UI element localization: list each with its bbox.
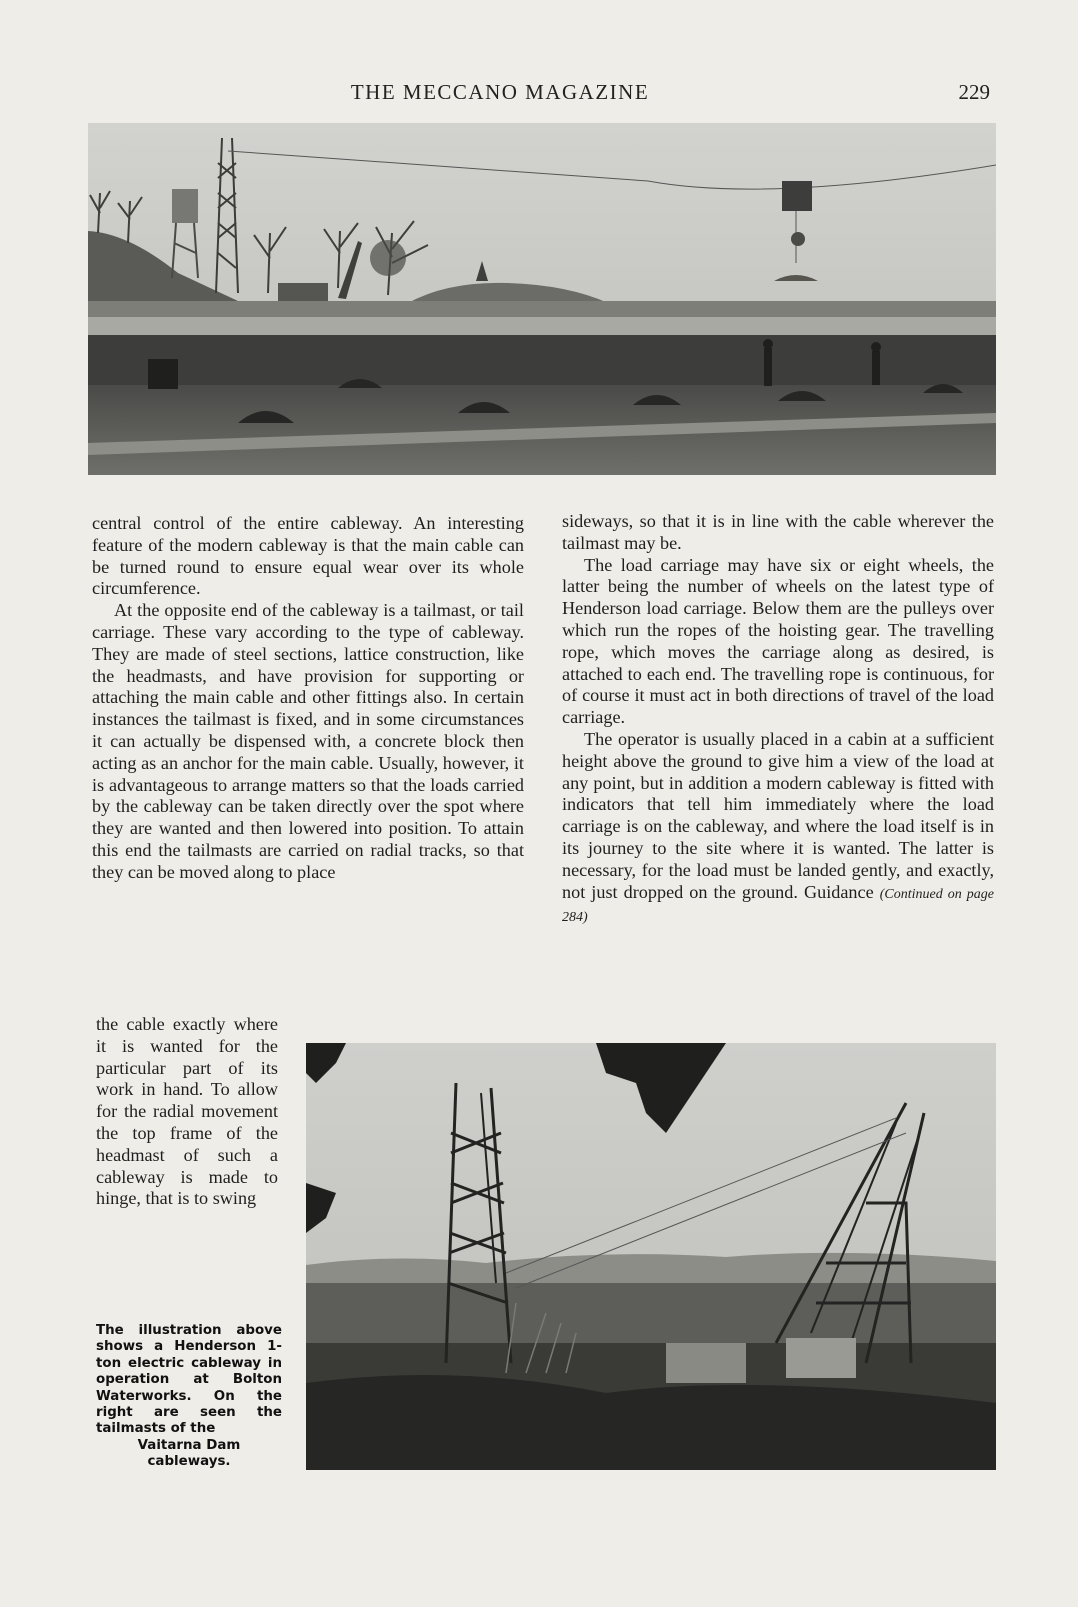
text-column-left-narrow bbox=[96, 1014, 278, 1210]
paragraph: The load carriage may have six or eight wheels, the latter being the number of wheels on the latest type of Henderson load carriage. Below them are the pulleys over which run the ropes of the hoisting gear. The travelling rope, which moves the carriage along as desired, is attached to each end. The travelling rope is continuous, for of course it must act in both directions of travel of the load carriage. bbox=[562, 554, 994, 728]
paragraph: At the opposite end of the cableway is a tailmast, or tail carriage. These vary according to the type of cableway. They are made of steel sections, lattice construction, like the headmasts, and have provision for supporting or attaching the main cable and other fittings also. In certain instances the tailmast is fixed, and in some circumstances it can actually be dispensed with, a concrete block then acting as an anchor for the main cable. Usually, however, it is advantageous to arrange matters so that the loads carried by the cableway can be taken directly over the spot where they are wanted and then lowered into position. To attain this end the tailmasts are carried on radial tracks, so that they can be moved along to place bbox=[92, 600, 524, 882]
continued-note: (Continued on page 284) bbox=[562, 886, 994, 926]
text-column-right bbox=[562, 511, 994, 929]
caption-last-line: Vaitarna Dam cableways. bbox=[137, 1437, 241, 1470]
page-number: 229 bbox=[958, 80, 990, 104]
magazine-title: THE MECCANO MAGAZINE bbox=[350, 80, 650, 104]
paragraph: the cable exactly where it is wanted for the particular part of its work in hand. To allow for the radial movement the top frame of the headmast of such a cableway is made to hinge, that is to swing bbox=[96, 1014, 278, 1209]
paragraph: central control of the entire cableway. An interesting feature of the modern cableway is that the main cable can be turned round to ensure equal wear over its whole circumference. bbox=[92, 513, 524, 599]
cableway-photo-top bbox=[88, 123, 996, 475]
tailmasts-photo bbox=[306, 1043, 996, 1470]
paragraph-text: The operator is usually placed in a cabin at a sufficient height above the ground to give him a view of the load at any point, but in addition a modern cableway is fitted with indicators that tell him immediately where the load carriage is on the cableway, and where the load itself is in its journey to the site where it is wanted. The latter is necessary, for the load must be landed gently, and exactly, not just dropped on the ground. Guidance bbox=[562, 728, 994, 902]
text-column-left bbox=[92, 513, 524, 884]
paragraph bbox=[562, 729, 994, 929]
caption-text: The illustration above shows a Henderson 1-ton electric cableway in operation at Bolton Waterworks. On the right are seen the tailmasts of the bbox=[96, 1323, 282, 1437]
paragraph: sideways, so that it is in line with the cable wherever the tailmast may be. bbox=[562, 511, 994, 553]
photo-caption bbox=[96, 1323, 282, 1471]
